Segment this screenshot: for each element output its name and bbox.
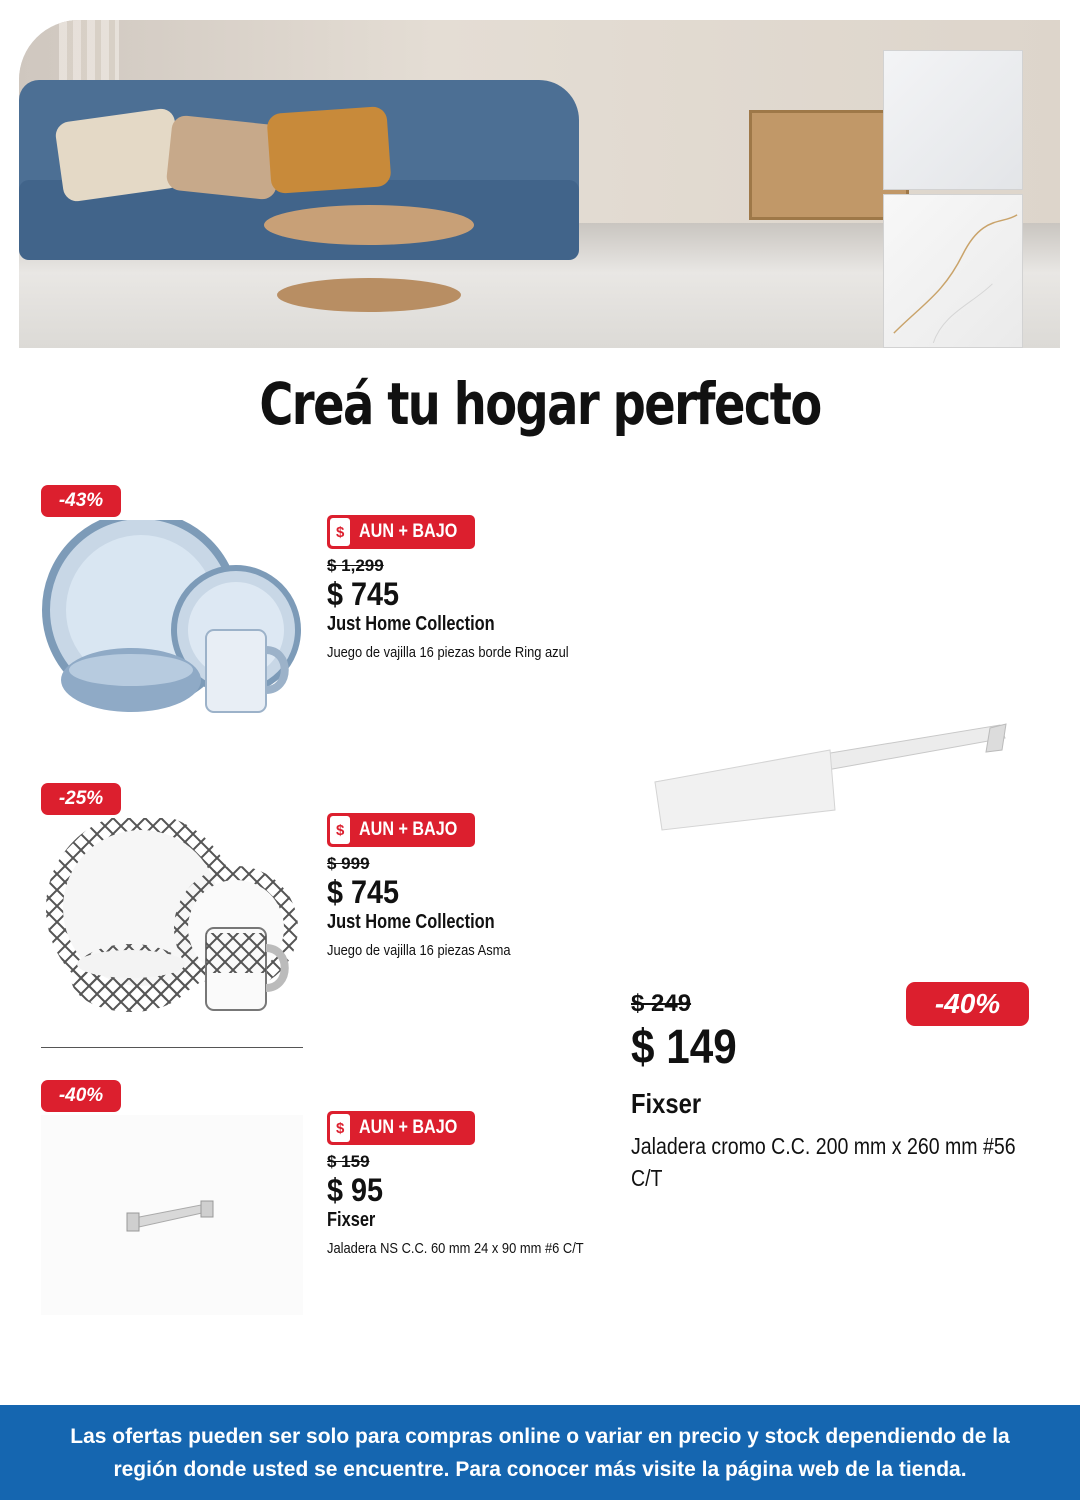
discount-badge: -40% [41,1080,121,1112]
hero-banner [19,20,1060,348]
old-price: $ 1,299 [327,556,384,575]
product-image-handle-large[interactable] [640,700,1020,860]
product-description[interactable]: Jaladera NS C.C. 60 mm 24 x 90 mm #6 C/T [327,1240,584,1257]
dinnerware-pattern-icon [41,818,303,1018]
footer-disclaimer [0,1405,1080,1500]
hero-pillow [266,106,391,194]
discount-badge: -40% [906,982,1029,1026]
aun-mas-bajo-badge [327,515,475,549]
page-title: Creá tu hogar perfecto [259,370,821,438]
brand: Fixser [327,1209,376,1231]
old-price: $ 999 [327,854,370,873]
badge-label: AUN + BAJO [359,819,458,840]
product-description[interactable]: Juego de vajilla 16 piezas Asma [327,942,511,959]
price-down-icon: $ [330,518,350,546]
price: $ 149 [631,1021,737,1074]
hero-pillow [54,107,184,203]
hero-coffee-table [264,205,474,245]
hero-tile-sample [883,194,1023,348]
dinnerware-blue-icon [41,520,303,720]
cabinet-handle-icon [41,1115,303,1305]
discount-badge: -43% [41,485,121,517]
old-price: $ 249 [631,990,692,1017]
price: $ 95 [327,1172,384,1208]
price-down-icon: $ [330,1114,350,1142]
product-description[interactable]: Jaladera cromo C.C. 200 mm x 260 mm #56 C/T [631,1133,1016,1191]
hero-tile-sample [883,50,1023,190]
brand: Just Home Collection [327,911,495,933]
price: $ 745 [327,874,400,910]
aun-mas-bajo-badge [327,813,475,847]
product-image-handle-small[interactable] [41,1115,303,1315]
divider [41,1047,303,1048]
aun-mas-bajo-badge [327,1111,475,1145]
brand: Fixser [631,1088,702,1119]
product-image-dinnerware-asma[interactable] [41,818,303,1018]
brand: Just Home Collection [327,613,495,635]
hero-coffee-table-base [277,278,461,312]
marble-vein-icon [884,195,1022,347]
old-price: $ 159 [327,1152,370,1171]
hero-pillow [165,114,282,200]
product-description[interactable]: Juego de vajilla 16 piezas borde Ring azul [327,644,569,661]
price: $ 745 [327,576,400,612]
long-handle-icon [640,700,1020,860]
disclaimer-text: Las ofertas pueden ser solo para compras online o variar en precio y stock dependiendo de la región donde usted se encuentre. Para conocer más visite la página web de la tienda. [70,1425,1010,1481]
price-down-icon: $ [330,816,350,844]
discount-badge: -25% [41,783,121,815]
badge-label: AUN + BAJO [359,521,458,542]
badge-label: AUN + BAJO [359,1117,458,1138]
product-image-dinnerware-blue[interactable] [41,520,303,720]
